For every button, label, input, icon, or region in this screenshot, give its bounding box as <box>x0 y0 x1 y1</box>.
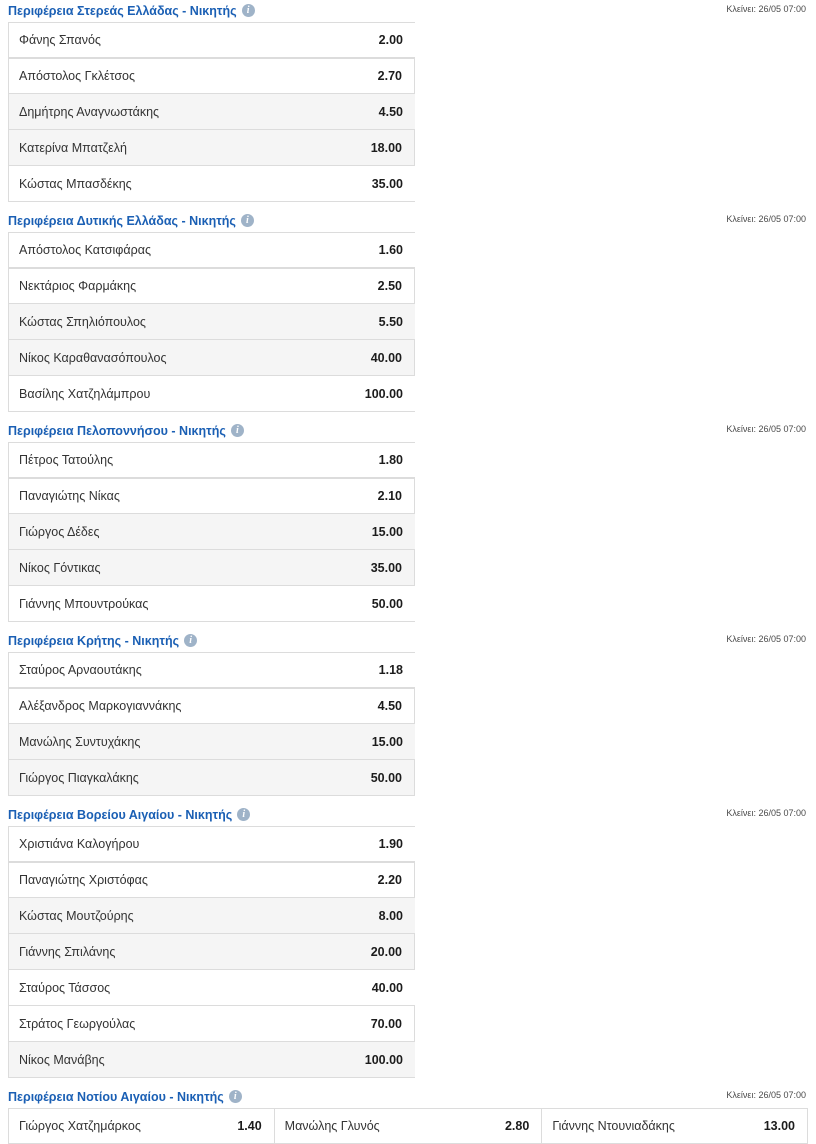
outcome-button[interactable] <box>8 94 415 130</box>
outcome-grid <box>0 232 816 412</box>
info-icon[interactable]: i <box>184 634 197 647</box>
outcome-grid <box>0 22 816 202</box>
outcome-button[interactable] <box>8 760 415 796</box>
outcome-odds: 1.80 <box>378 453 403 467</box>
outcome-name: Παναγιώτης Νίκας <box>19 489 120 503</box>
market-header <box>0 0 816 22</box>
outcome-button[interactable] <box>8 166 415 202</box>
outcome-button[interactable] <box>275 1108 542 1144</box>
outcome-odds: 40.00 <box>371 980 403 995</box>
outcome-odds: 2.20 <box>377 873 402 887</box>
outcome-odds: 2.70 <box>377 69 402 83</box>
outcome-odds: 20.00 <box>370 944 402 959</box>
market-header <box>0 804 816 826</box>
market-block <box>0 0 816 202</box>
outcome-odds: 50.00 <box>371 596 403 611</box>
outcome-odds: 2.50 <box>377 279 402 293</box>
market-block <box>0 420 816 622</box>
outcome-odds: 15.00 <box>371 734 403 749</box>
outcome-odds: 35.00 <box>370 560 402 575</box>
outcome-name: Κώστας Μπασδέκης <box>19 176 132 191</box>
outcome-name: Σταύρος Τάσσος <box>19 980 111 995</box>
outcome-name: Γιώργος Χατζημάρκος <box>19 1119 141 1133</box>
outcome-button[interactable] <box>8 232 415 268</box>
outcome-button[interactable] <box>8 862 415 898</box>
outcome-odds: 2.10 <box>377 489 402 503</box>
outcome-button[interactable] <box>541 1108 808 1144</box>
outcome-name: Βασίλης Χατζηλάμπρου <box>19 386 151 401</box>
outcome-grid <box>0 826 816 1078</box>
outcome-name: Νίκος Γόντικας <box>19 560 101 575</box>
outcome-button[interactable] <box>8 340 415 376</box>
market-title[interactable]: Περιφέρεια Πελοποννήσου - Νικητής <box>8 424 226 438</box>
outcome-odds: 18.00 <box>370 140 402 155</box>
market-close-time: Κλείνει: 26/05 07:00 <box>726 634 806 644</box>
info-icon[interactable]: i <box>231 424 244 437</box>
market-block <box>0 1086 816 1144</box>
outcome-odds: 1.18 <box>378 663 403 677</box>
market-header <box>0 630 816 652</box>
outcome-name: Παναγιώτης Χριστόφας <box>19 873 148 887</box>
market-block <box>0 630 816 796</box>
outcome-name: Φάνης Σπανός <box>19 33 101 47</box>
outcome-odds: 1.90 <box>378 837 403 851</box>
info-icon[interactable]: i <box>237 808 250 821</box>
info-icon[interactable]: i <box>241 214 254 227</box>
outcome-name: Απόστολος Γκλέτσος <box>19 69 136 83</box>
market-header <box>0 1086 816 1108</box>
market-close-time: Κλείνει: 26/05 07:00 <box>726 214 806 224</box>
market-close-time: Κλείνει: 26/05 07:00 <box>726 1090 806 1100</box>
outcome-odds: 50.00 <box>370 770 402 785</box>
outcome-button[interactable] <box>8 826 415 862</box>
outcome-odds: 15.00 <box>371 524 403 539</box>
outcome-odds: 100.00 <box>364 386 403 401</box>
outcome-button[interactable] <box>8 586 415 622</box>
market-close-time: Κλείνει: 26/05 07:00 <box>726 4 806 14</box>
outcome-name: Απόστολος Κατσιφάρας <box>19 243 151 257</box>
info-icon[interactable]: i <box>242 4 255 17</box>
outcome-name: Σταύρος Αρναουτάκης <box>19 663 142 677</box>
outcome-name: Μανώλης Γλυνός <box>284 1119 380 1133</box>
outcome-name: Δημήτρης Αναγνωστάκης <box>19 104 160 119</box>
outcome-name: Μανώλης Συντυχάκης <box>19 734 141 749</box>
outcome-odds: 100.00 <box>364 1052 403 1067</box>
outcome-name: Χριστιάνα Καλογήρου <box>19 837 140 851</box>
outcome-name: Νίκος Μανάβης <box>19 1052 105 1067</box>
outcome-name: Γιάννης Μπουντρούκας <box>19 596 149 611</box>
market-block <box>0 210 816 412</box>
outcome-odds: 4.50 <box>377 699 402 713</box>
outcome-button[interactable] <box>8 478 415 514</box>
market-title[interactable]: Περιφέρεια Νοτίου Αιγαίου - Νικητής <box>8 1090 224 1104</box>
outcome-name: Νίκος Καραθανασόπουλος <box>19 350 167 365</box>
outcome-odds: 70.00 <box>370 1016 402 1031</box>
outcome-name: Κατερίνα Μπατζελή <box>19 140 127 155</box>
outcome-grid <box>0 442 816 622</box>
outcome-button[interactable] <box>8 1006 415 1042</box>
outcome-name: Γιάννης Σπιλάνης <box>19 944 116 959</box>
outcome-button[interactable] <box>8 724 415 760</box>
market-header <box>0 210 816 232</box>
outcome-name: Πέτρος Τατούλης <box>19 453 114 467</box>
outcome-button[interactable] <box>8 442 415 478</box>
market-title[interactable]: Περιφέρεια Βορείου Αιγαίου - Νικητής <box>8 808 233 822</box>
outcome-grid <box>0 652 816 796</box>
outcome-button[interactable] <box>8 688 415 724</box>
outcome-grid <box>0 1108 816 1144</box>
outcome-button[interactable] <box>8 268 415 304</box>
outcome-button[interactable] <box>8 652 415 688</box>
market-title[interactable]: Περιφέρεια Στερεάς Ελλάδας - Νικητής <box>8 4 237 18</box>
outcome-button[interactable] <box>8 970 415 1006</box>
outcome-odds: 2.80 <box>504 1119 530 1133</box>
outcome-odds: 8.00 <box>378 908 403 923</box>
outcome-button[interactable] <box>8 898 415 934</box>
market-title[interactable]: Περιφέρεια Κρήτης - Νικητής <box>8 634 180 648</box>
outcome-button[interactable] <box>8 304 415 340</box>
outcome-button[interactable] <box>8 22 415 58</box>
outcome-name: Γιάννης Ντουνιαδάκης <box>552 1119 675 1133</box>
outcome-button[interactable] <box>8 550 415 586</box>
outcome-button[interactable] <box>8 376 415 412</box>
market-block <box>0 804 816 1078</box>
outcome-button[interactable] <box>8 1042 415 1078</box>
outcome-odds: 4.50 <box>378 104 403 119</box>
market-close-time: Κλείνει: 26/05 07:00 <box>726 424 806 434</box>
outcome-odds: 1.60 <box>378 243 403 257</box>
market-header <box>0 420 816 442</box>
outcome-button[interactable] <box>8 1108 275 1144</box>
market-title[interactable]: Περιφέρεια Δυτικής Ελλάδας - Νικητής <box>8 214 236 228</box>
outcome-name: Αλέξανδρος Μαρκογιαννάκης <box>19 699 182 713</box>
outcome-odds: 5.50 <box>378 314 403 329</box>
outcome-odds: 2.00 <box>378 33 403 47</box>
market-close-time: Κλείνει: 26/05 07:00 <box>726 808 806 818</box>
outcome-name: Κώστας Σπηλιόπουλος <box>19 314 146 329</box>
outcome-odds: 35.00 <box>371 176 403 191</box>
outcome-name: Γιώργος Δέδες <box>19 524 100 539</box>
outcome-button[interactable] <box>8 58 415 94</box>
outcome-odds: 13.00 <box>763 1119 795 1133</box>
outcome-button[interactable] <box>8 130 415 166</box>
outcome-button[interactable] <box>8 514 415 550</box>
outcome-name: Κώστας Μουτζούρης <box>19 908 134 923</box>
outcome-name: Στράτος Γεωργούλας <box>19 1016 136 1031</box>
outcome-name: Νεκτάριος Φαρμάκης <box>19 279 137 293</box>
outcome-odds: 40.00 <box>370 350 402 365</box>
info-icon[interactable]: i <box>229 1090 242 1103</box>
outcome-name: Γιώργος Πιαγκαλάκης <box>19 770 139 785</box>
outcome-button[interactable] <box>8 934 415 970</box>
outcome-odds: 1.40 <box>237 1119 262 1133</box>
